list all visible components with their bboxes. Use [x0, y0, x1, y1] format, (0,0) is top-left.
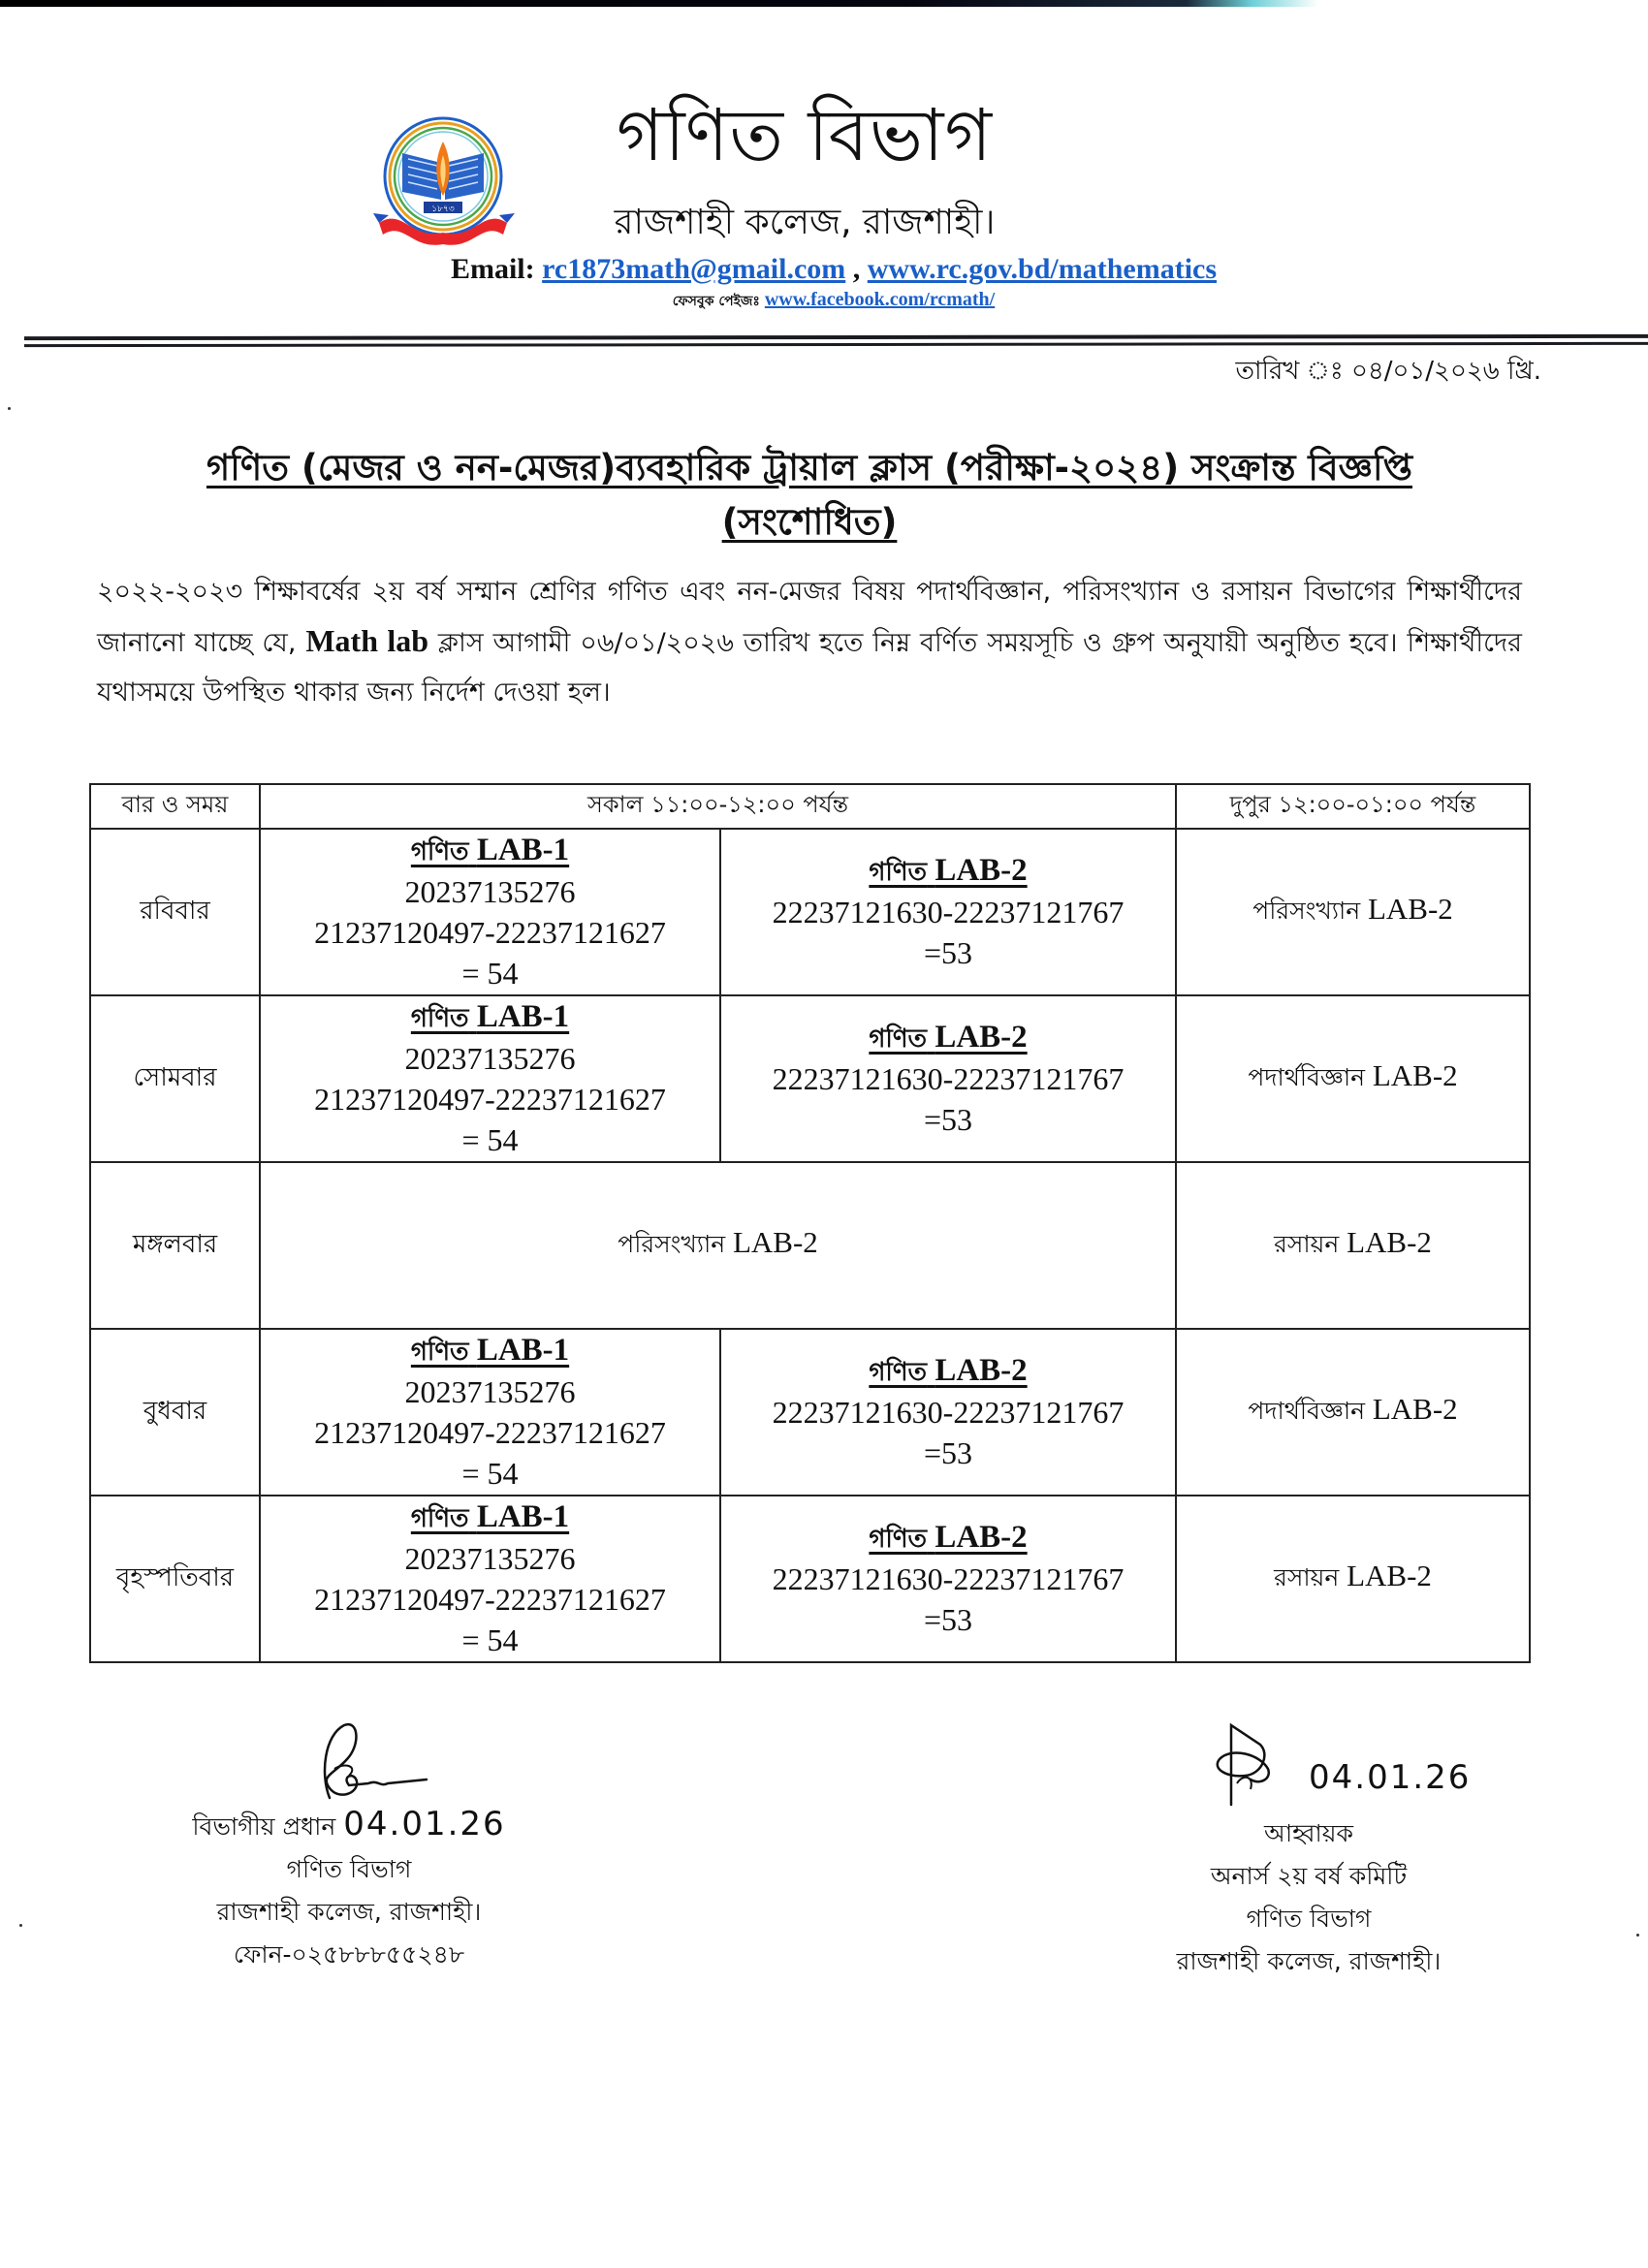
schedule-table — [89, 783, 1531, 1663]
table-row — [90, 995, 1530, 1162]
student-count: = 54 — [461, 1122, 519, 1157]
email-label: Email: — [450, 253, 535, 285]
email-link[interactable]: rc1873math@gmail.com — [542, 253, 846, 285]
scan-speck — [1636, 1934, 1639, 1937]
notice-title-line1: গণিত (মেজর ও নন-মেজর)ব্যবহারিক ট্রায়াল ক্লাস (পরীক্ষা-২০২৪) সংক্রান্ত বিজ্ঞপ্তি — [206, 447, 1412, 488]
signatory-phone: ফোন-০২৫৮৮৮৫৫২৪৮ — [233, 1940, 465, 1969]
student-count: = 54 — [461, 1456, 519, 1491]
roll-single: 20237135276 — [404, 874, 576, 909]
header-morning: সকাল ১১:০০-১২:০০ পর্যন্ত — [260, 784, 1176, 829]
student-count: =53 — [923, 1102, 973, 1137]
roll-range: 21237120497-22237121627 — [314, 1415, 666, 1450]
lab1-cell — [260, 1496, 720, 1662]
notice-body-part1: ২০২২-২০২৩ শিক্ষাবর্ষের ২য় বর্ষ সম্মান শ্রেণির গণিত এবং নন-মেজর বিষয় পদার্থবিজ্ঞান, পরিসংখ্যান ও রসায়ন বিভাগের শিক্ষার্থীদের জানানো যাচ্ছে যে, — [97, 577, 1522, 658]
roll-range: 22237121630-22237121767 — [772, 1061, 1125, 1096]
lab2-cell — [720, 829, 1176, 995]
roll-range: 21237120497-22237121627 — [314, 915, 666, 950]
table-row — [90, 1496, 1530, 1662]
signature-block-convener — [1115, 1716, 1503, 1983]
header-day-time: বার ও সময় — [90, 784, 260, 829]
student-count: =53 — [923, 1602, 973, 1637]
table-row — [90, 1329, 1530, 1496]
signatory-committee: অনার্স ২য় বর্ষ কমিটি — [1210, 1862, 1408, 1890]
header-afternoon: দুপুর ১২:০০-০১:০০ পর্যন্ত — [1176, 784, 1530, 829]
lab2-cell — [720, 1329, 1176, 1496]
lab1-heading: গণিত LAB-1 — [410, 833, 570, 867]
signatory-department: গণিত বিভাগ — [1246, 1905, 1372, 1933]
lab1-heading: গণিত LAB-1 — [410, 1333, 570, 1368]
lab1-heading: গণিত LAB-1 — [410, 999, 570, 1034]
roll-single: 20237135276 — [404, 1374, 576, 1409]
afternoon-cell: পরিসংখ্যান LAB-2 — [1176, 829, 1530, 995]
handwritten-date: 04.01.26 — [1309, 1758, 1472, 1797]
lab2-heading: গণিত LAB-2 — [869, 853, 1028, 888]
notice-title — [92, 441, 1527, 550]
signatory-college: রাজশাহী কলেজ, রাজশাহী। — [1176, 1947, 1442, 1975]
scan-speck — [19, 1924, 22, 1927]
signatory-college: রাজশাহী কলেজ, রাজশাহী। — [216, 1898, 482, 1926]
lab2-heading: গণিত LAB-2 — [869, 1353, 1028, 1388]
notice-title-line2: (সংশোধিত) — [721, 501, 898, 543]
contact-separator: , — [852, 253, 861, 285]
signature-block-head — [165, 1716, 533, 1976]
header-divider-top — [24, 334, 1648, 340]
facebook-line — [543, 287, 1125, 314]
lab2-cell — [720, 1496, 1176, 1662]
table-row — [90, 829, 1530, 995]
lab2-heading: গণিত LAB-2 — [869, 1520, 1028, 1555]
signatory-title: বিভাগীয় প্রধান 04.01.26 — [192, 1805, 506, 1843]
department-title: গণিত বিভাগ — [617, 94, 993, 177]
table-header-row — [90, 784, 1530, 829]
signatory-title: আহ্বায়ক — [1264, 1819, 1353, 1847]
day-cell: বুধবার — [90, 1329, 260, 1496]
lab1-cell — [260, 995, 720, 1162]
roll-range: 21237120497-22237121627 — [314, 1582, 666, 1617]
website-link[interactable]: www.rc.gov.bd/mathematics — [867, 253, 1218, 285]
lab1-heading: গণিত LAB-1 — [410, 1499, 570, 1534]
student-count: =53 — [923, 935, 973, 970]
lab1-cell — [260, 1329, 720, 1496]
afternoon-cell: রসায়ন LAB-2 — [1176, 1162, 1530, 1329]
signature-mark — [165, 1716, 533, 1803]
roll-range: 22237121630-22237121767 — [772, 1395, 1125, 1430]
notice-body-bold: Math lab — [305, 623, 429, 658]
afternoon-cell: পদার্থবিজ্ঞান LAB-2 — [1176, 1329, 1530, 1496]
lab2-heading: গণিত LAB-2 — [869, 1020, 1028, 1055]
day-cell: রবিবার — [90, 829, 260, 995]
roll-single: 20237135276 — [404, 1541, 576, 1576]
college-emblem-icon — [373, 114, 519, 250]
lab1-cell — [260, 829, 720, 995]
notice-body — [97, 567, 1522, 717]
scan-speck — [8, 407, 11, 410]
handwritten-date: 04.01.26 — [343, 1805, 506, 1843]
roll-range: 22237121630-22237121767 — [772, 1561, 1125, 1596]
roll-single: 20237135276 — [404, 1041, 576, 1076]
contact-line — [368, 250, 1299, 289]
afternoon-cell: পদার্থবিজ্ঞান LAB-2 — [1176, 995, 1530, 1162]
roll-range: 22237121630-22237121767 — [772, 895, 1125, 929]
scan-edge — [0, 0, 1648, 7]
day-cell: মঙ্গলবার — [90, 1162, 260, 1329]
morning-merged-cell: পরিসংখ্যান LAB-2 — [260, 1162, 1176, 1329]
day-cell: সোমবার — [90, 995, 260, 1162]
signature-mark — [1115, 1716, 1503, 1812]
college-name: রাজশাহী কলেজ, রাজশাহী। — [614, 203, 996, 242]
signatory-department: গণিত বিভাগ — [286, 1855, 412, 1883]
afternoon-cell: রসায়ন LAB-2 — [1176, 1496, 1530, 1662]
student-count: = 54 — [461, 1622, 519, 1657]
lab2-cell — [720, 995, 1176, 1162]
roll-range: 21237120497-22237121627 — [314, 1082, 666, 1117]
facebook-link[interactable]: www.facebook.com/rcmath/ — [764, 289, 996, 310]
table-row — [90, 1162, 1530, 1329]
day-cell: বৃহস্পতিবার — [90, 1496, 260, 1662]
facebook-label: ফেসবুক পেইজঃ — [672, 294, 760, 309]
svg-text:১৮৭৩: ১৮৭৩ — [431, 205, 455, 214]
notice-date: তারিখ ঃ ০৪/০১/২০২৬ খ্রি. — [1235, 357, 1541, 386]
student-count: =53 — [923, 1435, 973, 1470]
notice-body-part2: ক্লাস আগামী ০৬/০১/২০২৬ তারিখ হতে নিম্ন বর্ণিত সময়সূচি ও গ্রুপ অনুযায়ী অনুষ্ঠিত হবে। শিক্ষার্থীদের যথাসময়ে উপস্থিত থাকার জন্য নির্দেশ দেওয়া হল। — [97, 628, 1522, 708]
student-count: = 54 — [461, 956, 519, 991]
